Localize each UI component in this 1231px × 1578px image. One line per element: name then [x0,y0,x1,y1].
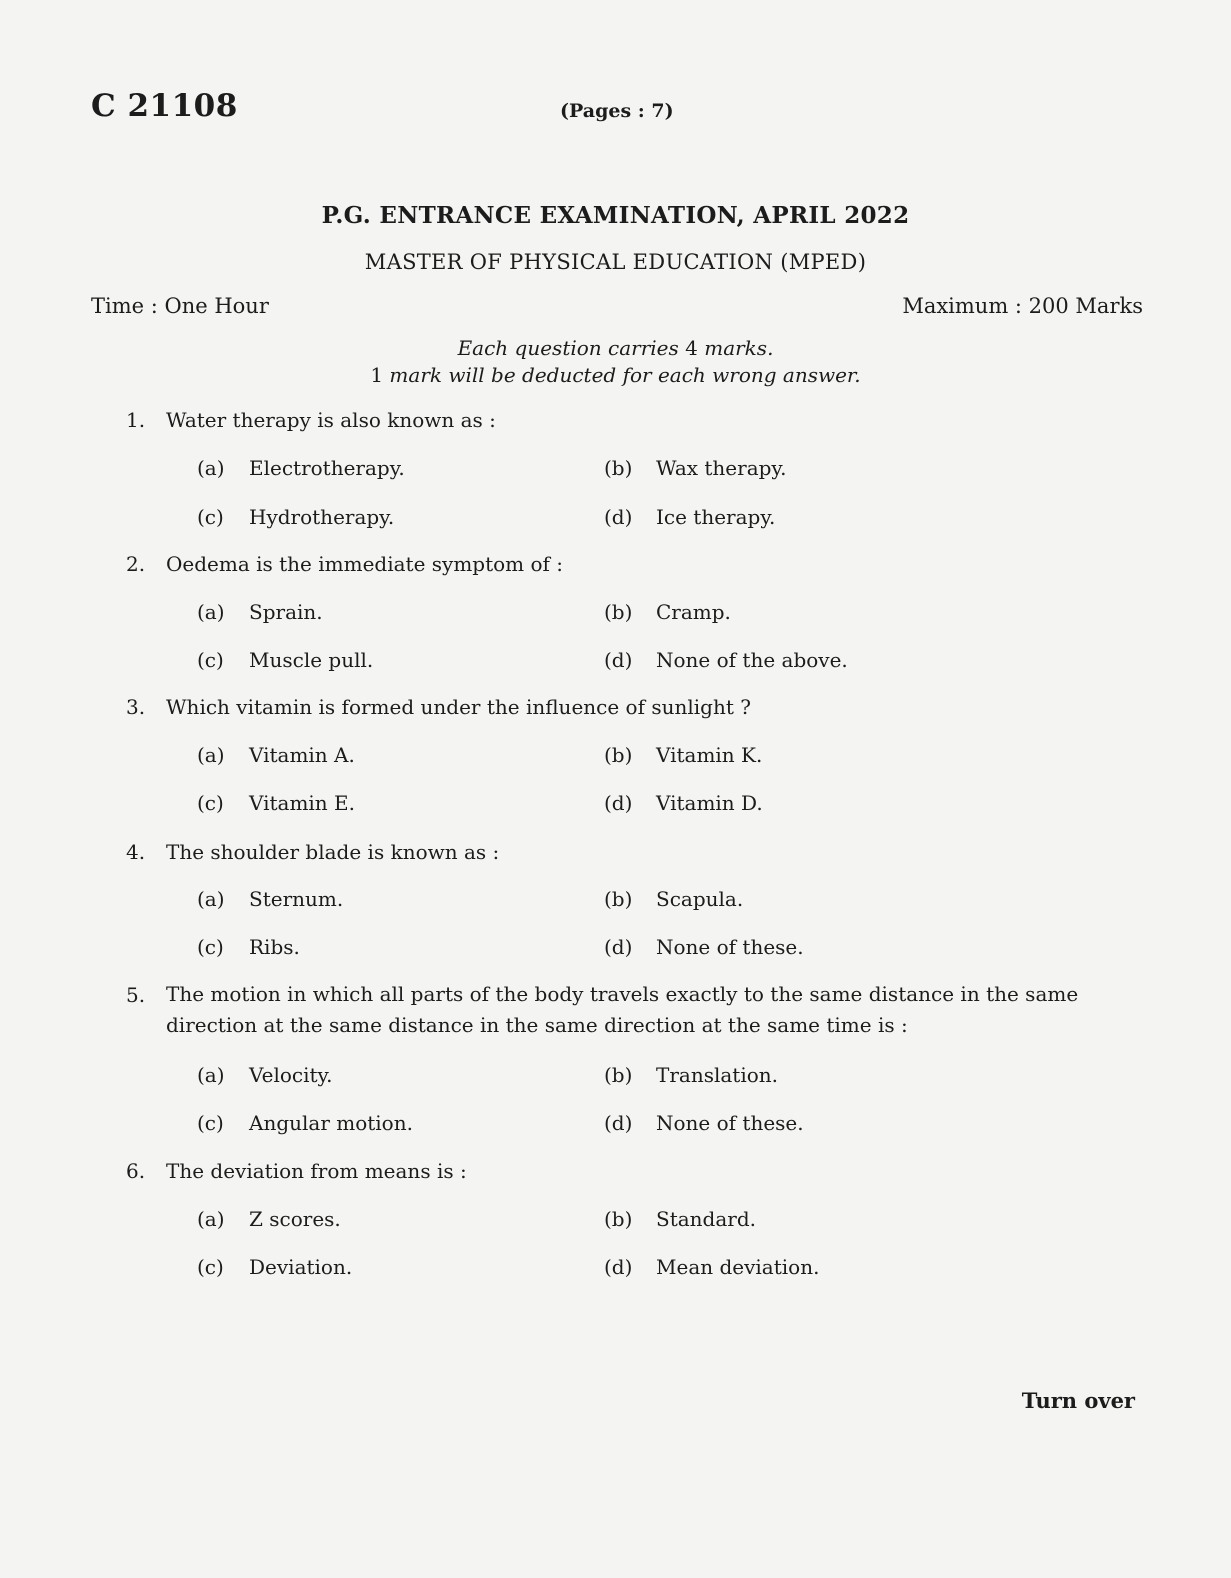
paper-code: C 21108 [91,88,238,124]
option-5b [604,1063,778,1087]
option-text: Hydrotherapy. [249,505,395,529]
option-text: None of the above. [656,648,848,672]
option-text: Vitamin A. [249,743,355,767]
option-2c [197,648,373,672]
option-text: Sprain. [249,600,323,624]
option-text: None of these. [656,935,804,959]
option-letter: (d) [604,935,633,959]
option-letter: (b) [604,1207,633,1231]
option-2b [604,600,731,624]
question-number: 5. [126,983,146,1007]
question-number: 3. [126,695,146,719]
option-letter: (b) [604,456,633,480]
option-3a [197,743,355,767]
question-6 [126,1159,467,1183]
option-letter: (c) [197,1255,224,1279]
turn-over-note: Turn over [1021,1388,1135,1413]
question-text: Water therapy is also known as : [166,408,496,432]
option-text: Cramp. [656,600,731,624]
option-text: Velocity. [249,1063,333,1087]
question-3 [126,695,751,719]
option-letter: (a) [197,887,225,911]
maximum-marks: Maximum : 200 Marks [902,294,1143,318]
option-letter: (b) [604,600,633,624]
instruction-negative-text: mark will be deducted for each wrong answer. [383,363,861,387]
option-letter: (c) [197,648,224,672]
option-text: Sternum. [249,887,344,911]
option-1d [604,505,775,529]
instruction-negative-number: 1 [370,363,384,387]
option-letter: (b) [604,743,633,767]
option-4d [604,935,804,959]
option-5c [197,1111,413,1135]
instruction-marks-text-a: Each question carries [457,336,686,360]
option-3d [604,791,763,815]
option-text: Vitamin D. [656,791,763,815]
option-text: Vitamin K. [656,743,763,767]
question-number: 4. [126,840,146,864]
option-text: Angular motion. [249,1111,413,1135]
option-5d [604,1111,804,1135]
option-letter: (a) [197,600,225,624]
question-text: The deviation from means is : [166,1159,467,1183]
instruction-marks-number: 4 [685,336,698,360]
option-6c [197,1255,352,1279]
option-1b [604,456,786,480]
option-2d [604,648,848,672]
question-5 [126,982,1079,1037]
exam-subtitle: MASTER OF PHYSICAL EDUCATION (MPED) [364,250,867,274]
option-text: Electrotherapy. [249,456,405,480]
time-allowed: Time : One Hour [91,294,269,318]
option-text: Scapula. [656,887,744,911]
option-letter: (a) [197,743,225,767]
option-letter: (d) [604,648,633,672]
option-4a [197,887,343,911]
option-text: Z scores. [249,1207,341,1231]
instruction-marks [0,336,1231,360]
question-text: The motion in which all parts of the body travels exactly to the same distance in the same direction at the same distance in the same direction at the same time is : [166,982,1079,1037]
option-letter: (d) [604,1111,633,1135]
option-1a [197,456,405,480]
option-letter: (a) [197,1207,225,1231]
option-letter: (c) [197,505,224,529]
option-2a [197,600,323,624]
option-text: Translation. [656,1063,779,1087]
option-text: Wax therapy. [656,456,787,480]
question-number: 1. [126,408,146,432]
option-letter: (c) [197,1111,224,1135]
option-text: Muscle pull. [249,648,374,672]
option-letter: (d) [604,505,633,529]
question-number: 6. [126,1159,146,1183]
question-2 [126,552,564,576]
option-text: Vitamin E. [249,791,356,815]
option-3b [604,743,762,767]
option-text: Ice therapy. [656,505,776,529]
option-letter: (b) [604,1063,633,1087]
option-text: Mean deviation. [656,1255,820,1279]
option-3c [197,791,355,815]
option-4c [197,935,300,959]
instruction-negative [0,363,1231,387]
option-6a [197,1207,341,1231]
option-letter: (c) [197,935,224,959]
question-text: Oedema is the immediate symptom of : [166,552,564,576]
option-1c [197,505,394,529]
option-5a [197,1063,333,1087]
option-6b [604,1207,756,1231]
question-1 [126,408,496,432]
option-text: Deviation. [249,1255,353,1279]
option-text: Standard. [656,1207,756,1231]
option-text: Ribs. [249,935,300,959]
instruction-marks-text-b: marks. [697,336,774,360]
page-count: (Pages : 7) [560,100,674,122]
question-4 [126,840,500,864]
option-letter: (d) [604,1255,633,1279]
question-text: Which vitamin is formed under the influence of sunlight ? [166,695,751,719]
option-6d [604,1255,819,1279]
option-letter: (c) [197,791,224,815]
option-text: None of these. [656,1111,804,1135]
option-4b [604,887,743,911]
exam-title: P.G. ENTRANCE EXAMINATION, APRIL 2022 [321,202,910,229]
option-letter: (a) [197,456,225,480]
option-letter: (a) [197,1063,225,1087]
option-letter: (d) [604,791,633,815]
question-number: 2. [126,552,146,576]
option-letter: (b) [604,887,633,911]
question-text: The shoulder blade is known as : [166,840,500,864]
